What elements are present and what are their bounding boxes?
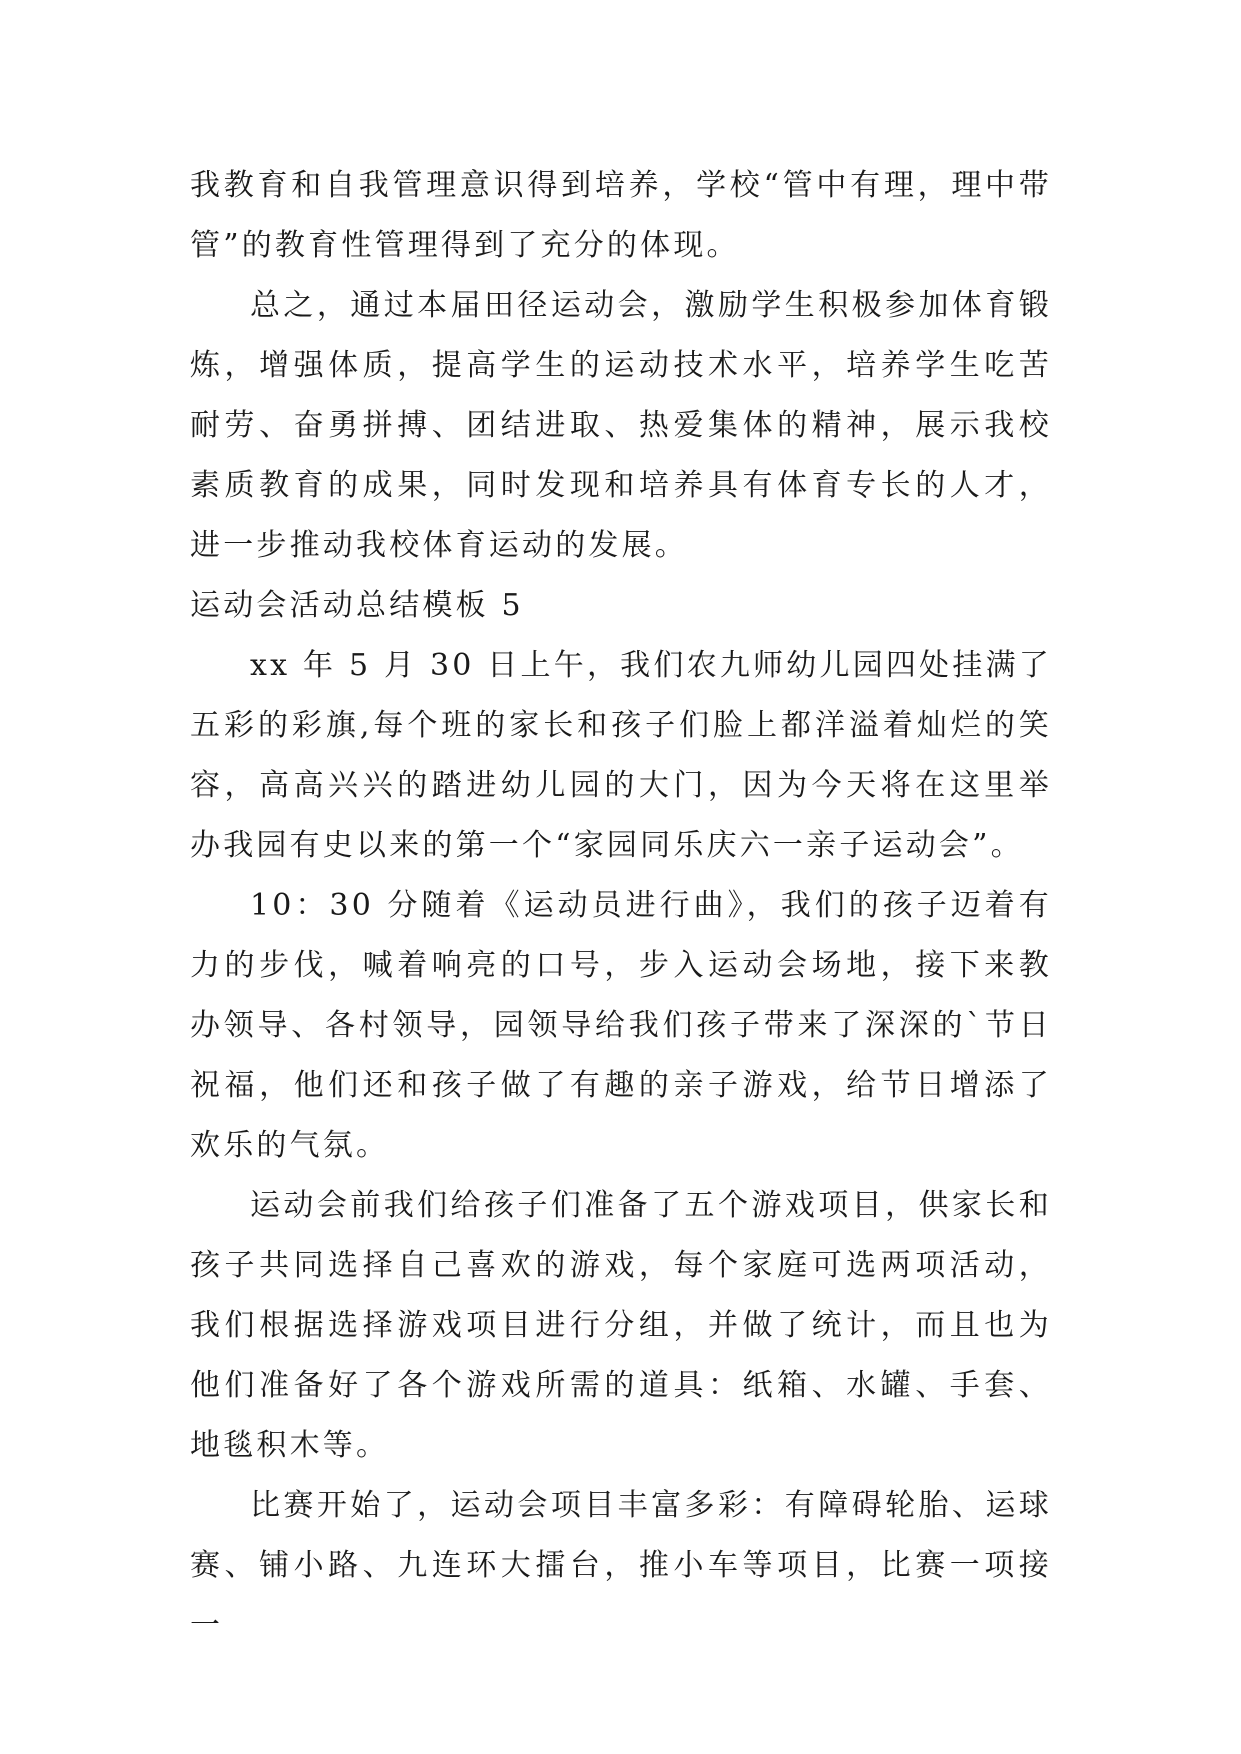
paragraph-continued: 我教育和自我管理意识得到培养，学校“管中有理，理中带管”的教育性管理得到了充分的体现。 [190, 168, 1052, 263]
paragraph-opening: xx 年 5 月 30 日上午，我们农九师幼儿园四处挂满了五彩的彩旗,每个班的家长和孩子们脸上都洋溢着灿烂的笑容，高高兴兴的踏进幼儿园的大门，因为今天将在这里举办我园有史以来的第一个“家园同乐庆六一亲子运动会”。 [190, 648, 1052, 863]
document-body [190, 156, 1052, 1656]
paragraph-preparation: 运动会前我们给孩子们准备了五个游戏项目，供家长和孩子共同选择自己喜欢的游戏，每个家庭可选两项活动，我们根据选择游戏项目进行分组，并做了统计，而且也为他们准备好了各个游戏所需的道具：纸箱、水罐、手套、地毯积木等。 [190, 1188, 1052, 1463]
section-heading: 运动会活动总结模板 5 [190, 588, 524, 623]
paragraph-summary: 总之，通过本届田径运动会，激励学生积极参加体育锻炼，增强体质，提高学生的运动技术水平，培养学生吃苦耐劳、奋勇拼搏、团结进取、热爱集体的精神，展示我校素质教育的成果，同时发现和培养具有体育专长的人才，进一步推动我校体育运动的发展。 [190, 288, 1052, 563]
paragraph-competition: 比赛开始了，运动会项目丰富多彩：有障碍轮胎、运球赛、铺小路、九连环大擂台，推小车等项目，比赛一项接一 [190, 1488, 1052, 1643]
paragraph-ceremony: 10：30 分随着《运动员进行曲》，我们的孩子迈着有力的步伐，喊着响亮的口号，步入运动会场地，接下来教办领导、各村领导，园领导给我们孩子带来了深深的`节日祝福，他们还和孩子做了有趣的亲子游戏，给节日增添了欢乐的气氛。 [190, 888, 1052, 1163]
